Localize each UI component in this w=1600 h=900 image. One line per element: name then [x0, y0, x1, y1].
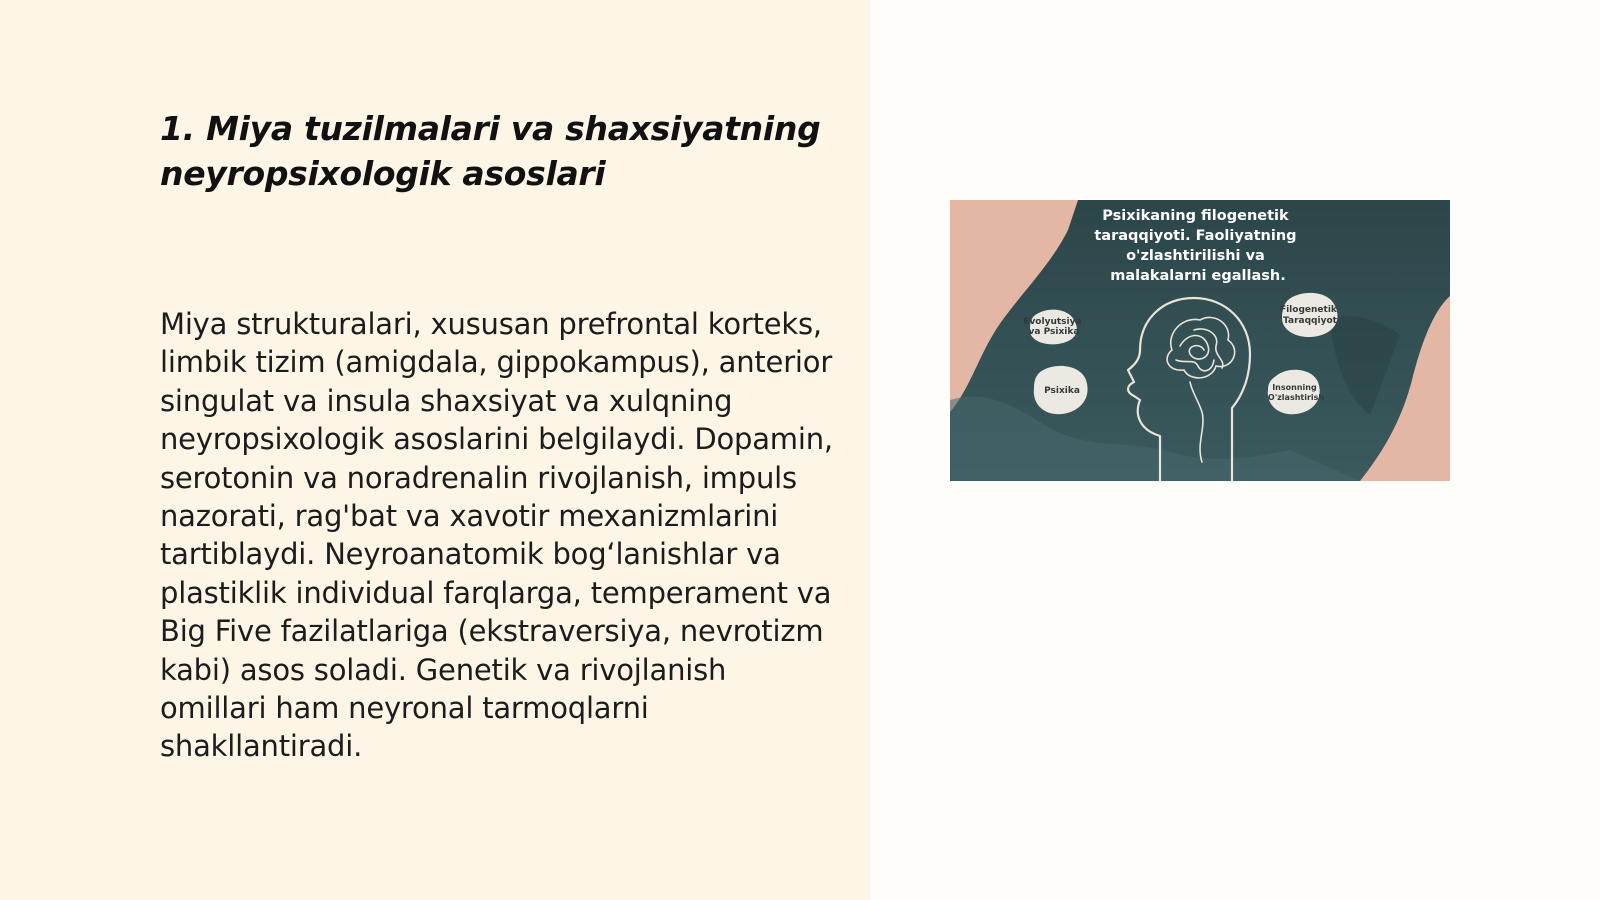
bubble-phylogenetic-label	[1280, 305, 1340, 326]
bubble-human-label	[1268, 383, 1325, 402]
bubble-evolution-line-2: va Psixika	[1028, 327, 1080, 337]
brain-illustration-canvas	[950, 200, 1450, 481]
image-title-line-1: Psixikaning filogenetik	[1102, 208, 1289, 224]
slide-title-line-2: neyropsixologik asoslari	[160, 154, 606, 193]
bubble-phylogenetic-line-1: Filogenetik	[1279, 305, 1337, 315]
bubble-evolution-label	[1023, 317, 1084, 337]
bubble-phylogenetic-line-2: Taraqqiyot	[1283, 316, 1337, 326]
bubble-psyche-label	[1044, 386, 1080, 396]
image-title-line-2: taraqqiyoti. Faoliyatning	[1094, 228, 1297, 244]
slide-title	[160, 106, 840, 196]
bubble-psyche-line-1: Psixika	[1044, 386, 1080, 396]
image-title-line-3: o'zlashtirilishi va	[1126, 248, 1265, 264]
slide-body-text: Miya strukturalari, xususan prefrontal korteks, limbik tizim (amigdala, gippokampus), anterior singulat va insula shaxsiyat va xulqning neyropsixologik asoslarini belgilaydi. Dopamin, serotonin va noradrenalin rivojlanish, impuls nazorati, rag'bat va xavotir mexanizmlarini tartiblaydi. Neyroanatomik bog‘lanishlar va plastiklik individual farqlarga, temperament va Big Five fazilatlariga (ekstraversiya, nevrotizm kabi) asos soladi. Genetik va rivojlanish omillari ham neyronal tarmoqlarni shakllantiradi.	[160, 307, 833, 764]
bubble-human-line-2: O'zlashtirish	[1267, 393, 1325, 402]
bubble-evolution-line-1: Evolyutsiya	[1023, 317, 1082, 327]
image-title-line-4: malakalarni egallash.	[1110, 268, 1286, 284]
bubble-human-line-1: Insonning	[1272, 383, 1317, 392]
slide-title-line-1: 1. Miya tuzilmalari va shaxsiyatning	[160, 109, 821, 148]
brain-illustration	[950, 200, 1450, 481]
